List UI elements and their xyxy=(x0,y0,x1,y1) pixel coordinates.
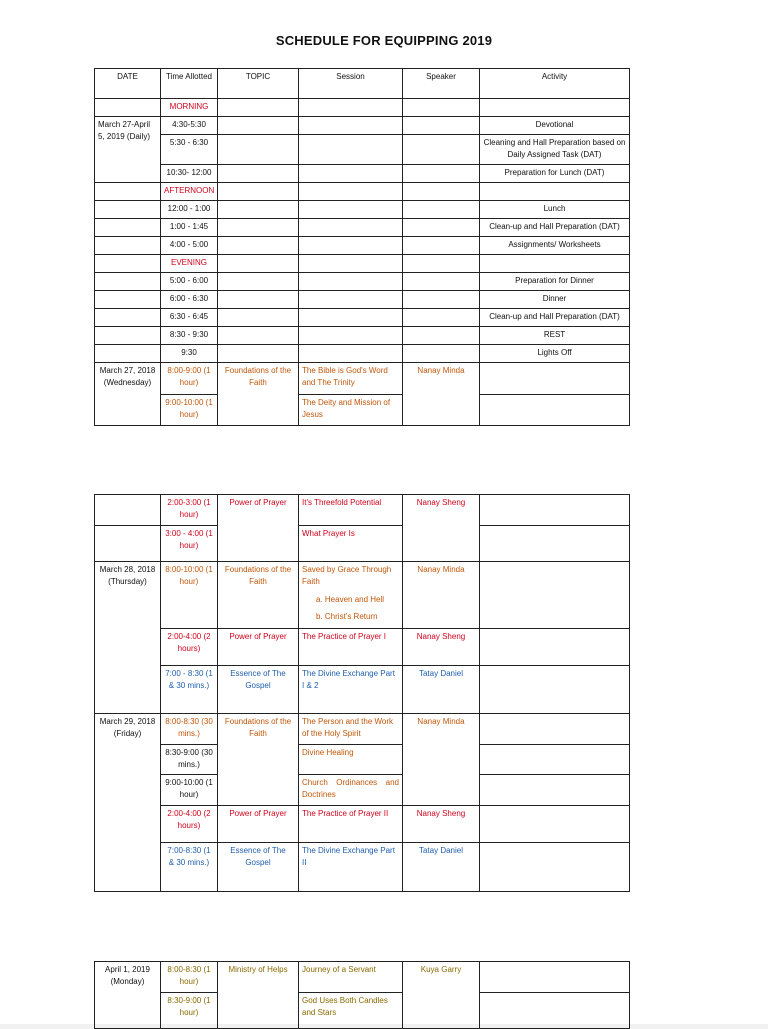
header-speaker: Speaker xyxy=(403,69,480,99)
time-cell: 3:00 - 4:00 (1 hour) xyxy=(161,526,218,562)
time-cell: 9:00-10:00 (1 hour) xyxy=(161,775,218,806)
time-cell: 2:00-4:00 (2 hours) xyxy=(161,806,218,843)
speaker-cell: Tatay Daniel xyxy=(403,666,480,714)
time-cell: 5:00 - 6:00 xyxy=(161,273,218,291)
topic-cell: Foundations of the Faith xyxy=(218,363,299,426)
header-session: Session xyxy=(299,69,403,99)
morning-label: MORNING xyxy=(161,99,218,117)
time-cell: 9:30 xyxy=(161,345,218,363)
time-cell: 2:00-4:00 (2 hours) xyxy=(161,629,218,666)
table-row xyxy=(95,495,630,526)
topic-cell: Essence of The Gospel xyxy=(218,843,299,892)
session-cell: Journey of a Servant xyxy=(299,962,403,993)
table-row xyxy=(95,993,630,1029)
time-cell: 7:00-8:30 (1 & 30 mins.) xyxy=(161,843,218,892)
header-time: Time Allotted xyxy=(161,69,218,99)
time-cell: 4:00 - 5:00 xyxy=(161,237,218,255)
activity-cell: Preparation for Lunch (DAT) xyxy=(480,165,630,183)
evening-label: EVENING xyxy=(161,255,218,273)
table-row xyxy=(95,237,630,255)
time-cell: 2:00-3:00 (1 hour) xyxy=(161,495,218,526)
session-cell: The Divine Exchange Part I & 2 xyxy=(299,666,403,714)
topic-cell: Power of Prayer xyxy=(218,629,299,666)
time-cell: 5:30 - 6:30 xyxy=(161,135,218,165)
table-row xyxy=(95,714,630,745)
header-date: DATE xyxy=(95,69,161,99)
session-title: Saved by Grace Through Faith xyxy=(302,565,392,586)
table-row xyxy=(95,666,630,714)
activity-cell: Dinner xyxy=(480,291,630,309)
time-cell: 7:00 - 8:30 (1 & 30 mins.) xyxy=(161,666,218,714)
activity-cell: Preparation for Dinner xyxy=(480,273,630,291)
schedule-table-3 xyxy=(94,961,630,1029)
activity-cell: Clean-up and Hall Preparation (DAT) xyxy=(480,309,630,327)
table-row xyxy=(95,165,630,183)
time-cell: 9:00-10:00 (1 hour) xyxy=(161,395,218,426)
speaker-cell: Tatay Daniel xyxy=(403,843,480,892)
session-cell: It's Threefold Potential xyxy=(299,495,403,526)
session-cell: The Practice of Prayer II xyxy=(299,806,403,843)
table-row xyxy=(95,255,630,273)
activity-cell: Lights Off xyxy=(480,345,630,363)
topic-cell: Foundations of the Faith xyxy=(218,562,299,629)
table-row xyxy=(95,775,630,806)
afternoon-label: AFTERNOON xyxy=(161,183,218,201)
speaker-cell: Nanay Minda xyxy=(403,714,480,806)
table-row xyxy=(95,806,630,843)
table-row xyxy=(95,135,630,165)
speaker-cell: Nanay Sheng xyxy=(403,629,480,666)
table-row xyxy=(95,526,630,562)
time-cell: 12:00 - 1:00 xyxy=(161,201,218,219)
page-title: SCHEDULE FOR EQUIPPING 2019 xyxy=(275,33,493,48)
topic-cell: Ministry of Helps xyxy=(218,962,299,1029)
activity-cell: Devotional xyxy=(480,117,630,135)
table-row xyxy=(95,629,630,666)
date-cell: March 28, 2018 (Thursday) xyxy=(95,562,161,714)
date-cell: April 1, 2019 (Monday) xyxy=(95,962,161,1029)
session-sub-a: a. Heaven and Hell xyxy=(316,595,385,604)
time-cell: 8:30 - 9:30 xyxy=(161,327,218,345)
time-cell: 8:00-8:30 (1 hour) xyxy=(161,962,218,993)
topic-cell: Foundations of the Faith xyxy=(218,714,299,806)
table-row xyxy=(95,843,630,892)
table-row xyxy=(95,201,630,219)
table-row xyxy=(95,219,630,237)
activity-cell: Assignments/ Worksheets xyxy=(480,237,630,255)
session-sub-b: b. Christ's Return xyxy=(316,612,378,621)
daily-date: March 27-April 5, 2019 (Daily) xyxy=(95,117,161,183)
time-cell: 4:30-5:30 xyxy=(161,117,218,135)
time-cell: 8:30-9:00 (1 hour) xyxy=(161,993,218,1029)
session-cell xyxy=(299,562,403,629)
time-cell: 1:00 - 1:45 xyxy=(161,219,218,237)
table-row xyxy=(95,345,630,363)
session-cell: The Person and the Work of the Holy Spirit xyxy=(299,714,403,745)
session-cell: The Practice of Prayer I xyxy=(299,629,403,666)
time-cell: 8:00-10:00 (1 hour) xyxy=(161,562,218,629)
session-cell: The Bible is God's Word and The Trinity xyxy=(299,363,403,395)
time-cell: 6:30 - 6:45 xyxy=(161,309,218,327)
time-cell: 8:00-9:00 (1 hour) xyxy=(161,363,218,395)
session-cell: The Deity and Mission of Jesus xyxy=(299,395,403,426)
topic-cell: Power of Prayer xyxy=(218,495,299,562)
activity-cell: Lunch xyxy=(480,201,630,219)
speaker-cell: Nanay Sheng xyxy=(403,806,480,843)
table-row xyxy=(95,327,630,345)
table-row xyxy=(95,395,630,426)
speaker-cell: Nanay Minda xyxy=(403,562,480,629)
schedule-table-2 xyxy=(94,494,630,892)
time-cell: 8:30-9:00 (30 mins.) xyxy=(161,745,218,775)
session-cell: Divine Healing xyxy=(299,745,403,775)
speaker-cell: Nanay Sheng xyxy=(403,495,480,562)
table-row xyxy=(95,291,630,309)
session-cell: What Prayer Is xyxy=(299,526,403,562)
session-cell: The Divine Exchange Part II xyxy=(299,843,403,892)
activity-cell: Clean-up and Hall Preparation (DAT) xyxy=(480,219,630,237)
topic-cell: Power of Prayer xyxy=(218,806,299,843)
session-cell: Church Ordinances and Doctrines xyxy=(299,775,403,806)
schedule-table-1 xyxy=(94,68,630,426)
table-row xyxy=(95,962,630,993)
header-activity: Activity xyxy=(480,69,630,99)
speaker-cell: Kuya Garry xyxy=(403,962,480,1029)
table-row xyxy=(95,183,630,201)
topic-cell: Essence of The Gospel xyxy=(218,666,299,714)
table-row xyxy=(95,117,630,135)
session-cell: God Uses Both Candles and Stars xyxy=(299,993,403,1029)
table-row xyxy=(95,99,630,117)
table-header-row xyxy=(95,69,630,99)
header-topic: TOPIC xyxy=(218,69,299,99)
time-cell: 6:00 - 6:30 xyxy=(161,291,218,309)
time-cell: 8:00-8:30 (30 mins.) xyxy=(161,714,218,745)
table-row xyxy=(95,363,630,395)
table-row xyxy=(95,273,630,291)
activity-cell: REST xyxy=(480,327,630,345)
date-cell: March 29, 2018 (Friday) xyxy=(95,714,161,892)
speaker-cell: Nanay Minda xyxy=(403,363,480,426)
table-row xyxy=(95,562,630,629)
table-row xyxy=(95,309,630,327)
date-cell: March 27, 2018 (Wednesday) xyxy=(95,363,161,426)
time-cell: 10:30- 12:00 xyxy=(161,165,218,183)
table-row xyxy=(95,745,630,775)
activity-cell: Cleaning and Hall Preparation based on Daily Assigned Task (DAT) xyxy=(480,135,630,165)
